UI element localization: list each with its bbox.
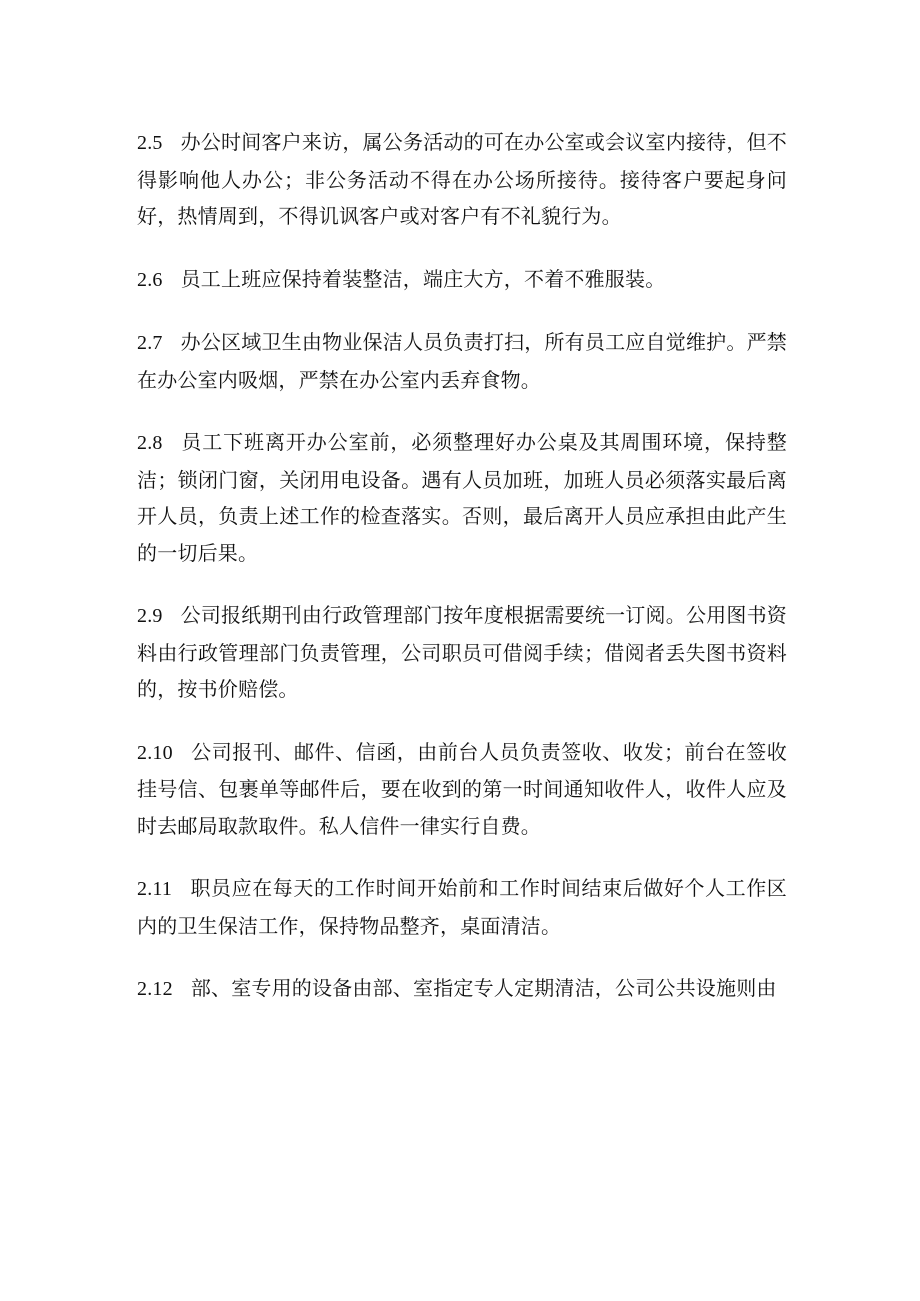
section-number: 2.7 bbox=[137, 332, 163, 354]
section-number: 2.8 bbox=[137, 432, 163, 454]
section-text: 员工下班离开办公室前，必须整理好办公桌及其周围环境，保持整洁；锁闭门窗，关闭用电设备。遇有人员加班，加班人员必须落实最后离开人员，负责上述工作的检查落实。否则，最后离开人员应承担由此产生的一切后果。 bbox=[137, 430, 787, 565]
section-number: 2.9 bbox=[137, 605, 163, 627]
section-text: 员工上班应保持着装整洁，端庄大方，不着不雅服装。 bbox=[180, 266, 666, 291]
section-text: 办公时间客户来访，属公务活动的可在办公室或会议室内接待，但不得影响他人办公；非公务活动不得在办公场所接待。接待客户要起身问好，热情周到，不得讥讽客户或对客户有不礼貌行为。 bbox=[137, 130, 787, 228]
section-2-8 bbox=[137, 424, 787, 571]
section-number: 2.11 bbox=[137, 878, 173, 900]
section-text: 部、室专用的设备由部、室指定专人定期清洁，公司公共设施则由 bbox=[190, 976, 777, 1000]
section-2-9 bbox=[137, 597, 787, 708]
section-2-10 bbox=[137, 734, 787, 845]
section-text: 职员应在每天的工作时间开始前和工作时间结束后做好个人工作区内的卫生保洁工作，保持物品整齐，桌面清洁。 bbox=[137, 876, 787, 938]
section-number: 2.5 bbox=[137, 132, 163, 154]
document-body bbox=[137, 124, 787, 1034]
section-2-5 bbox=[137, 124, 787, 235]
section-text: 公司报刊、邮件、信函，由前台人员负责签收、收发；前台在签收挂号信、包裹单等邮件后，要在收到的第一时间通知收件人，收件人应及时去邮局取款取件。私人信件一律实行自费。 bbox=[137, 739, 787, 838]
section-number: 2.12 bbox=[137, 978, 173, 1000]
section-2-11 bbox=[137, 870, 787, 944]
section-2-12 bbox=[137, 970, 787, 1008]
section-number: 2.6 bbox=[137, 268, 163, 291]
section-2-6 bbox=[137, 261, 787, 299]
section-text: 办公区域卫生由物业保洁人员负责打扫，所有员工应自觉维护。严禁在办公室内吸烟，严禁在办公室内丢弃食物。 bbox=[137, 330, 787, 392]
section-2-7 bbox=[137, 324, 787, 398]
section-number: 2.10 bbox=[137, 741, 173, 764]
section-text: 公司报纸期刊由行政管理部门按年度根据需要统一订阅。公用图书资料由行政管理部门负责管理，公司职员可借阅手续；借阅者丢失图书资料的，按书价赔偿。 bbox=[137, 603, 787, 701]
